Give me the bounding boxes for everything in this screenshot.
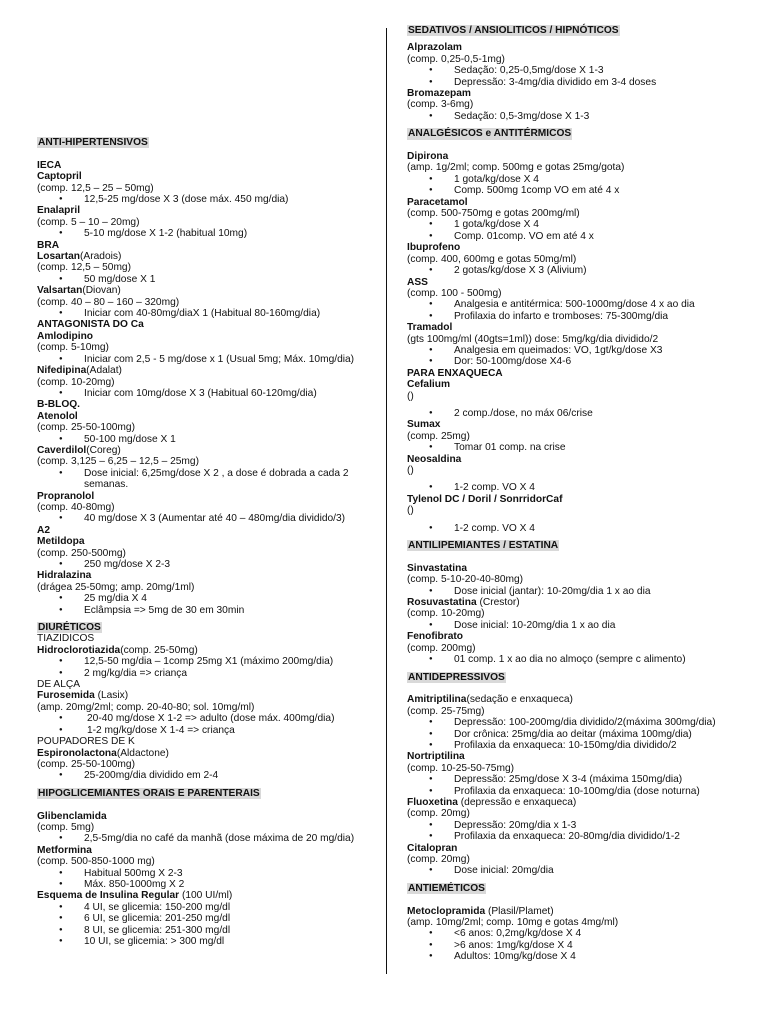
left-column [37,137,372,947]
drug-comp: (comp. 400, 600mg e gotas 50mg/ml) [407,253,577,265]
drug-fenofibrato: Fenofibrato [407,631,464,643]
dose-item: ● Profilaxia da enxaqueca: 20-80mg/dia dividido/1-2 [407,831,757,842]
dose-item: ● Iniciar com 2,5 - 5 mg/dose x 1 (Usual 5mg; Máx. 10mg/dia) [37,354,372,365]
class-a2: A2 [37,524,51,536]
dose-item: ● 2 gotas/kg/dose X 3 (Alivium) [407,265,757,276]
class-bbloq: B-BLOQ. [37,399,81,411]
dose-item: ● 12,5-25 mg/dose X 3 (dose máx. 450 mg/dia) [37,194,372,205]
drug-glibenclamida: Glibenclamida [37,810,107,822]
dose-item: ● Tomar 01 comp. na crise [407,442,757,453]
dose-item: ● 25 mg/dia X 4 [37,593,372,604]
drug-comp: () [407,505,414,517]
dose-item: ● Profilaxia do infarto e tromboses: 75-300mg/dia [407,311,757,322]
drug-comp: (comp. 25-75mg) [407,705,485,717]
dose-item: ● Iniciar com 10mg/dose X 3 (Habitual 60-120mg/dia) [37,388,372,399]
drug-atenolol: Atenolol [37,410,78,422]
drug-insulina: Esquema de Insulina Regular (100 UI/ml) [37,890,233,902]
drug-valsartan: Valsartan(Diovan) [37,285,121,297]
drug-enalapril: Enalapril [37,205,81,217]
class-poupadores-k: POUPADORES DE K [37,736,135,748]
section-title-analgesicos: ANALGÉSICOS e ANTITÉRMICOS [408,128,572,140]
drug-cefalium: Cefalium [407,379,451,391]
class-ieca: IECA [37,159,62,171]
dose-item: ● <6 anos: 0,2mg/kg/dose X 4 [407,928,757,939]
drug-comp: (comp. 20mg) [407,853,470,865]
drug-sinvastatina: Sinvastatina [407,562,468,574]
drug-tylenol: Tylenol DC / Doril / SonrridorCaf [407,493,563,505]
section-title-antidepressivos: ANTIDEPRESSIVOS [408,671,505,683]
drug-comp: (comp. 25mg) [407,430,470,442]
drug-comp: (comp. 25-50-100mg) [37,422,135,434]
dose-item: ● Profilaxia da enxaqueca: 10-150mg/dia dividido/2 [407,740,757,751]
drug-comp: (comp. 100 - 500mg) [407,287,502,299]
dose-item: ● Dor crônica: 25mg/dia ao deitar (máxima 100mg/dia) [407,729,757,740]
dose-item: ● Adultos: 10mg/kg/dose X 4 [407,951,757,962]
drug-bromazepam: Bromazepam [407,88,471,100]
section-title-antiemeticos: ANTIEMÉTICOS [408,882,485,894]
dose-item: ● 1 gota/kg/dose X 4 [407,219,757,230]
column-divider [386,28,387,974]
drug-citalopran: Citalopran [407,842,458,854]
drug-comp: (comp. 5mg) [37,821,95,833]
drug-propranolol: Propranolol [37,490,95,502]
dose-item: ● 5-10 mg/dose X 1-2 (habitual 10mg) [37,228,372,239]
dose-item: ● 50 mg/dose X 1 [37,274,372,285]
right-column [407,25,757,963]
dose-item: ● 50-100 mg/dose X 1 [37,434,372,445]
drug-comp: (amp. 1g/2ml; comp. 500mg e gotas 25mg/gota) [407,162,625,174]
dose-item: ● Habitual 500mg X 2-3 [37,868,372,879]
section-title-hipoglicemiantes: HIPOGLICEMIANTES ORAIS E PARENTERAIS [38,787,260,799]
dose-item: ● 25-200mg/dia dividido em 2-4 [37,770,372,781]
dose-item: ● Analgesia em queimados: VO, 1gt/kg/dose X3 [407,345,757,356]
drug-captopril: Captopril [37,171,82,183]
dose-item: ● Depressão: 25mg/dose X 3-4 (máxima 150mg/dia) [407,774,757,785]
dose-item: ● Depressão: 100-200mg/dia dividido/2(máxima 300mg/dia) [407,717,757,728]
drug-comp: () [407,390,414,402]
drug-comp: (comp. 10-25-50-75mg) [407,762,515,774]
dose-item: ● Dose inicial: 20mg/dia [407,865,757,876]
dose-item: ● 20-40 mg/dose X 1-2 => adulto (dose máx. 400mg/dia) [37,713,372,724]
drug-ibuprofeno: Ibuprofeno [407,242,461,254]
drug-paracetamol: Paracetamol [407,196,468,208]
drug-comp: (amp. 20mg/2ml; comp. 20-40-80; sol. 10mg/ml) [37,701,255,713]
dose-item: ● Sedação: 0,25-0,5mg/dose X 1-3 [407,65,757,76]
dose-item: ● 12,5-50 mg/dia – 1comp 25mg X1 (máximo 200mg/dia) [37,656,372,667]
drug-comp: (amp. 10mg/2ml; comp. 10mg e gotas 4mg/ml) [407,917,619,928]
drug-amitriptilina: Amitriptilina(sedação e enxaqueca) [407,694,573,706]
drug-furosemida: Furosemida (Lasix) [37,690,129,702]
drug-comp: (comp. 5-10-20-40-80mg) [407,574,524,586]
dose-item: ● 2 mg/kg/dia => criança [37,668,372,679]
dose-item: ● Iniciar com 40-80mg/diaX 1 (Habitual 80-160mg/dia) [37,308,372,319]
drug-rosuvastatina: Rosuvastatina (Crestor) [407,597,520,609]
drug-caverdilol: Caverdilol(Coreg) [37,444,121,456]
dose-item: ● 1-2 comp. VO X 4 [407,482,757,493]
dose-item: ● Depressão: 3-4mg/dia dividido em 3-4 doses [407,77,757,88]
drug-comp: (comp. 3-6mg) [407,99,474,111]
drug-espironolactona: Espironolactona(Aldactone) [37,747,169,759]
drug-comp: (comp. 5 – 10 – 20mg) [37,216,140,228]
drug-losartan: Losartan(Aradois) [37,251,122,263]
drug-comp: () [407,465,414,477]
drug-fluoxetina: Fluoxetina (depressão e enxaqueca) [407,796,577,808]
dose-item: ● 10 UI, se glicemia: > 300 mg/dl [37,936,372,947]
drug-nortriptilina: Nortriptilina [407,751,465,763]
dose-item: ● 01 comp. 1 x ao dia no almoço (sempre c alimento) [407,654,757,665]
drug-comp: (comp. 10-20mg) [407,608,485,620]
drug-comp: (comp. 200mg) [407,642,476,654]
drug-hidralazina: Hidralazina [37,570,92,582]
dose-item: ● Sedação: 0,5-3mg/dose X 1-3 [407,111,757,122]
drug-comp: (comp. 500-750mg e gotas 200mg/ml) [407,208,580,220]
dose-item: ● Dose inicial (jantar): 10-20mg/dia 1 x ao dia [407,586,757,597]
class-bra: BRA [37,239,60,251]
dose-item: ● >6 anos: 1mg/kg/dose X 4 [407,940,757,951]
dose-item: ● 250 mg/dose X 2-3 [37,559,372,570]
drug-comp: (comp. 10-20mg) [37,376,115,388]
drug-comp: (comp. 12,5 – 50mg) [37,262,131,274]
dose-item: ● 40 mg/dose X 3 (Aumentar até 40 – 480mg/dia dividido/3) [37,513,372,524]
section-title-anti-hipertensivos: ANTI-HIPERTENSIVOS [38,137,148,148]
dose-item: ● 1-2 comp. VO X 4 [407,523,757,534]
dose-item: ● Comp. 01comp. VO em até 4 x [407,231,757,242]
drug-dipirona: Dipirona [407,151,449,163]
class-tiazidicos: TIAZIDICOS [37,633,95,645]
drug-comp: (comp. 5-10mg) [37,342,109,354]
drug-tramadol: Tramadol [407,322,453,334]
drug-hidroclorotiazida: Hidroclorotiazida(comp. 25-50mg) [37,644,198,656]
drug-comp: (comp. 500-850-1000 mg) [37,856,155,868]
dose-item: ● Dose inicial: 6,25mg/dose X 2 , a dose é dobrada a cada 2 semanas. [37,468,367,491]
class-de-alca: DE ALÇA [37,679,81,691]
drug-metildopa: Metildopa [37,536,85,548]
drug-nifedipina: Nifedipina(Adalat) [37,365,122,377]
dose-item: ● Dor: 50-100mg/dose X4-6 [407,356,757,367]
dose-item: ● 2,5-5mg/dia no café da manhã (dose máxima de 20 mg/dia) [37,833,372,844]
dose-item: ● Dose inicial: 10-20mg/dia 1 x ao dia [407,620,757,631]
dose-item: ● Profilaxia da enxaqueca: 10-100mg/dia (dose noturna) [407,786,757,797]
section-title-antilipemiantes: ANTILIPEMIANTES / ESTATINA [408,540,559,552]
class-para-enxaqueca: PARA ENXAQUECA [407,367,503,379]
drug-comp: (comp. 20mg) [407,808,470,820]
dose-item: ● 8 UI, se glicemia: 251-300 mg/dl [37,925,372,936]
dose-item: ● Analgesia e antitérmica: 500-1000mg/dose 4 x ao dia [407,299,757,310]
drug-comp: (gts 100mg/ml (40gts=1ml)) dose: 5mg/kg/dia dividido/2 [407,333,659,345]
drug-comp: (comp. 40 – 80 – 160 – 320mg) [37,296,180,308]
dose-item: ● 6 UI, se glicemia: 201-250 mg/dl [37,913,372,924]
section-title-sedativos: SEDATIVOS / ANSIOLITICOS / HIPNÓTICOS [408,25,619,36]
drug-metoclopramida: Metoclopramida (Plasil/Plamet) [407,905,554,917]
dose-item: ● 1 gota/kg/dose X 4 [407,174,757,185]
drug-comp: (comp. 0,25-0,5-1mg) [407,53,505,65]
dose-item: ● Comp. 500mg 1comp VO em até 4 x [407,185,757,196]
drug-amlodipino: Amlodipino [37,330,94,342]
dose-item: ● 1-2 mg/kg/dose X 1-4 => criança [37,725,372,736]
drug-comp: (comp. 3,125 – 6,25 – 12,5 – 25mg) [37,456,199,468]
section-title-diureticos: DIURÉTICOS [38,622,101,634]
drug-comp: (comp. 25-50-100mg) [37,758,135,770]
drug-neosaldina: Neosaldina [407,453,462,465]
class-antagonista-ca: ANTAGONISTA DO Ca [37,319,144,331]
dose-item: ● Eclâmpsia => 5mg de 30 em 30min [37,605,372,616]
drug-metformina: Metformina [37,844,92,856]
drug-comp: (comp. 12,5 – 25 – 50mg) [37,182,154,194]
dose-item: ● 4 UI, se glicemia: 150-200 mg/dl [37,902,372,913]
drug-alprazolam: Alprazolam [407,42,462,54]
drug-sumax: Sumax [407,419,441,431]
dose-item: ● Depressão: 20mg/dia x 1-3 [407,820,757,831]
drug-comp: (comp. 250-500mg) [37,547,126,559]
drug-comp: (drágea 25-50mg; amp. 20mg/1ml) [37,581,195,593]
drug-ass: ASS [407,276,428,288]
drug-comp: (comp. 40-80mg) [37,501,115,513]
dose-item: ● 2 comp./dose, no máx 06/crise [407,408,757,419]
dose-item: ● Máx. 850-1000mg X 2 [37,879,372,890]
